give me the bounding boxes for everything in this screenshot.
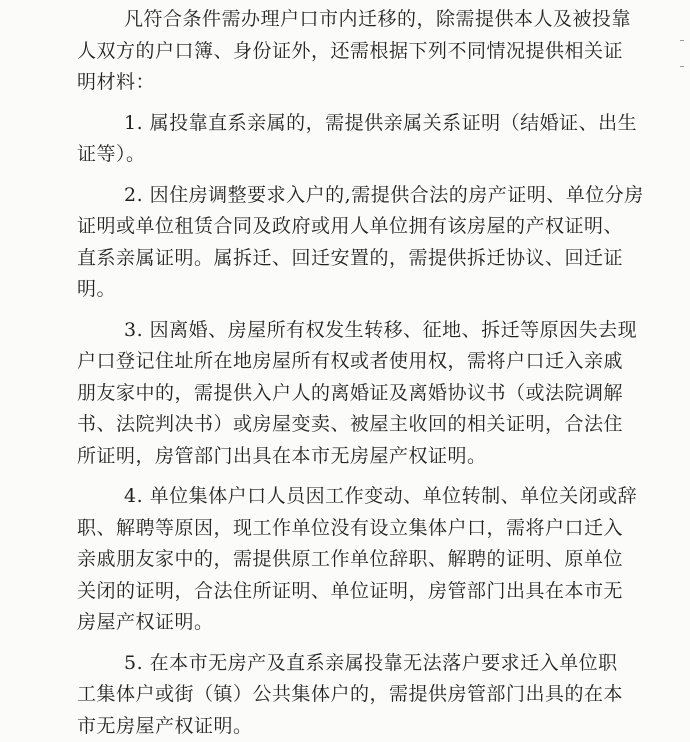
text-line: 直系亲属证明。属拆迁、回迁安置的，需提供拆迁协议、回迁证 — [77, 243, 613, 275]
text-line: 工集体户或街（镇）公共集体户的，需提供房管部门出具的在本 — [77, 679, 613, 711]
text-line: 明材料： — [77, 67, 613, 99]
text-line: 5. 在本市无房产及直系亲属投靠无法落户要求迁入单位职 — [77, 648, 613, 680]
text-line: 关闭的证明，合法住所证明、单位证明，房管部门出具在本市无 — [77, 576, 613, 608]
text-line: 4. 单位集体户口人员因工作变动、单位转制、单位关闭或辞 — [77, 481, 613, 513]
text-line: 明。 — [77, 274, 613, 306]
paragraph-item-3 — [77, 315, 613, 473]
paragraph-item-4 — [77, 481, 613, 639]
text-line: 朋友家中的，需提供入户人的离婚证及离婚协议书（或法院调解 — [77, 378, 613, 410]
text-line: 2. 因住房调整要求入户的,需提供合法的房产证明、单位分房 — [77, 180, 613, 212]
text-line: 户口登记住址所在地房屋所有权或者使用权，需将户口迁入亲戚 — [77, 346, 613, 378]
text-line: 人双方的户口簿、身份证外，还需根据下列不同情况提供相关证 — [77, 36, 613, 68]
text-line: 房屋产权证明。 — [77, 607, 613, 639]
text-line: 职、解聘等原因，现工作单位没有设立集体户口，需将户口迁入 — [77, 513, 613, 545]
text-line: 证明或单位租赁合同及政府或用人单位拥有该房屋的产权证明、 — [77, 211, 613, 243]
paragraph-item-5 — [77, 648, 613, 742]
text-line: 所证明，房管部门出具在本市无房屋产权证明。 — [77, 441, 613, 473]
text-line: 书、法院判决书）或房屋变卖、被屋主收回的相关证明，合法住 — [77, 409, 613, 441]
text-line: 3. 因离婚、房屋所有权发生转移、征地、拆迁等原因失去现 — [77, 315, 613, 347]
text-line: 市无房屋产权证明。 — [77, 711, 613, 742]
scan-edge-mark — [680, 40, 684, 41]
scan-edge-mark — [680, 66, 684, 67]
text-line: 亲戚朋友家中的，需提供原工作单位辞职、解聘的证明、原单位 — [77, 544, 613, 576]
text-line: 证等）。 — [77, 139, 613, 171]
text-line: 1. 属投靠直系亲属的，需提供亲属关系证明（结婚证、出生 — [77, 108, 613, 140]
paragraph-item-1 — [77, 108, 613, 171]
document-body — [77, 4, 613, 742]
paragraph-intro — [77, 4, 613, 99]
paragraph-item-2 — [77, 180, 613, 306]
text-line: 凡符合条件需办理户口市内迁移的，除需提供本人及被投靠 — [77, 4, 613, 36]
